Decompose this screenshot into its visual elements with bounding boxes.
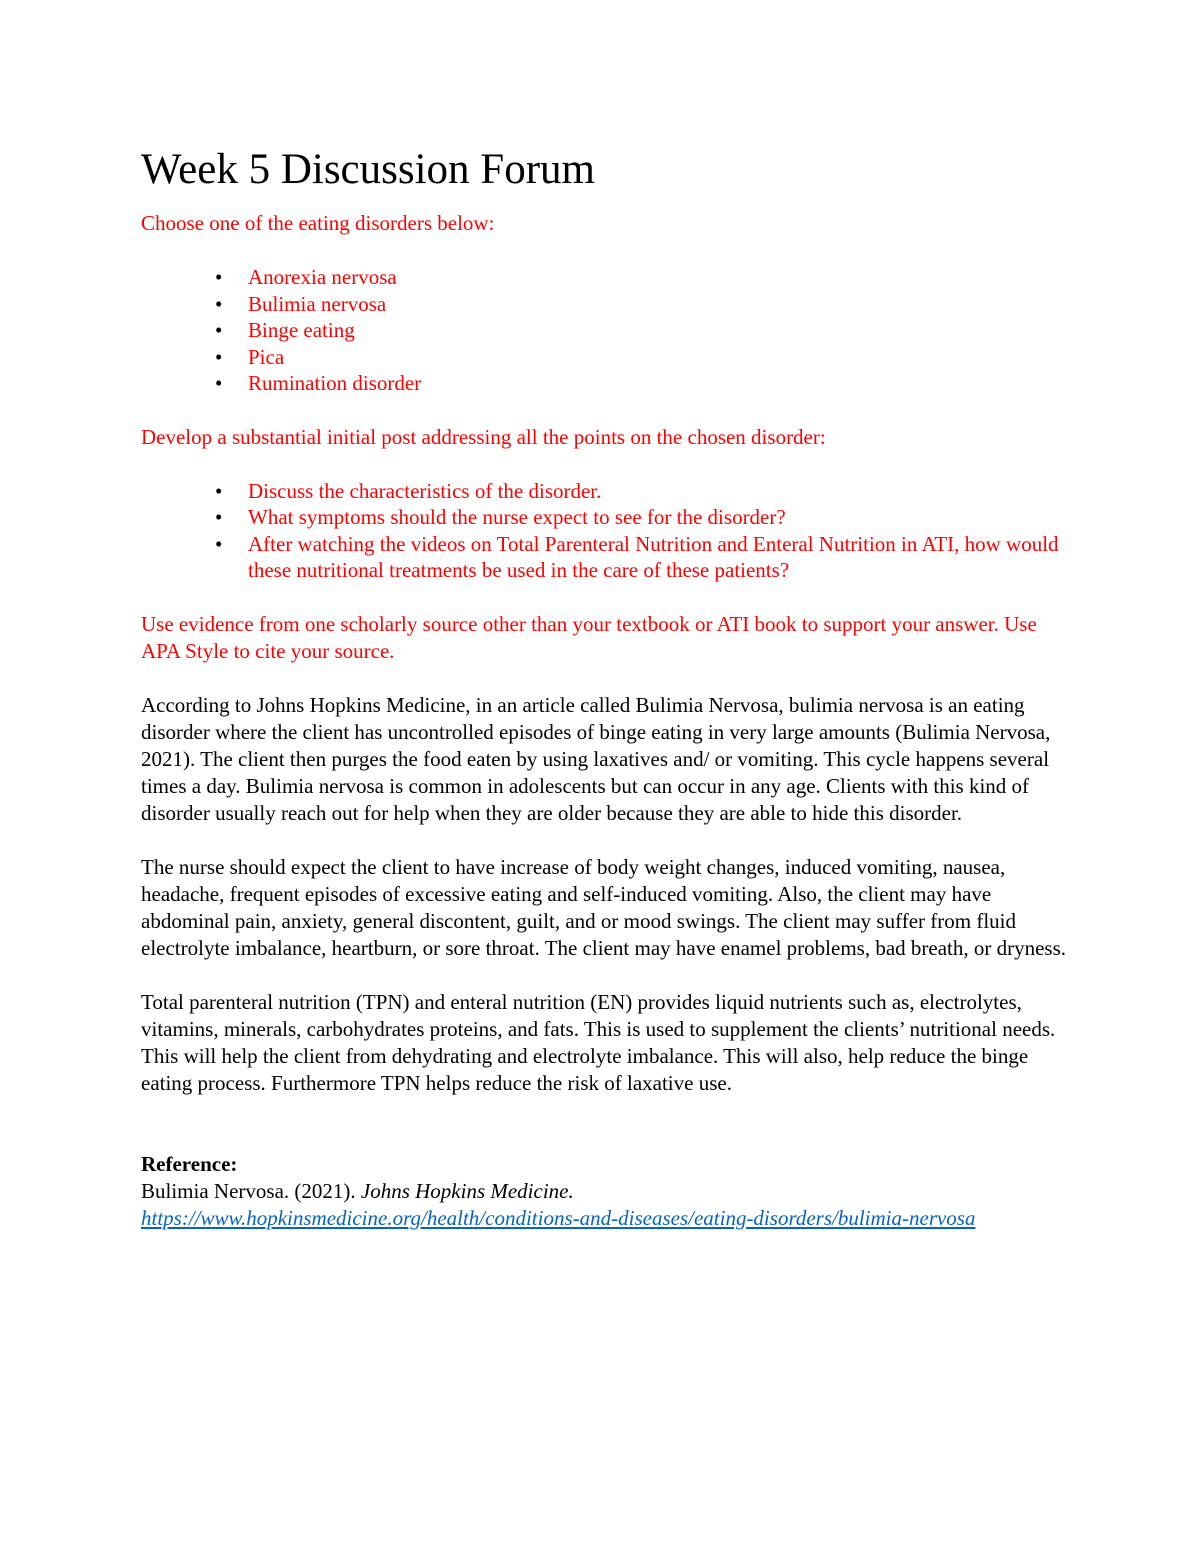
reference-citation bbox=[141, 1178, 1071, 1205]
bullet-icon: • bbox=[215, 291, 223, 316]
list-item: • Bulimia nervosa bbox=[215, 291, 387, 316]
spacer bbox=[141, 1124, 1071, 1151]
bullet-icon: • bbox=[215, 505, 223, 529]
bullet-icon: • bbox=[215, 371, 223, 395]
disorder-list bbox=[141, 264, 1071, 397]
list-item: • Discuss the characteristics of the disorder. bbox=[215, 478, 602, 503]
citation-text: Bulimia Nervosa. (2021). bbox=[141, 1178, 361, 1203]
bullet-icon: • bbox=[215, 344, 223, 369]
bullet-icon: • bbox=[215, 265, 223, 289]
list-item: • What symptoms should the nurse expect to see for the disorder? bbox=[215, 505, 786, 529]
list-item: • Rumination disorder bbox=[215, 371, 422, 395]
prompt-develop: Develop a substantial initial post addressing all the points on the chosen disorder: bbox=[141, 424, 826, 449]
list-item: • Binge eating bbox=[215, 318, 355, 342]
page-title: Week 5 Discussion Forum bbox=[141, 146, 595, 193]
list-item: • Anorexia nervosa bbox=[215, 265, 397, 289]
reference-link[interactable]: https://www.hopkinsmedicine.org/health/conditions-and-diseases/eating-disorders/bulimia-nervosa bbox=[141, 1205, 976, 1230]
bullet-icon: • bbox=[215, 531, 223, 556]
points-list bbox=[141, 478, 1071, 584]
body-paragraph: The nurse should expect the client to have increase of body weight changes, induced vomiting, nausea, headache, frequent episodes of excessive eating and self-induced vomiting. Also, the client may have abdominal pain, anxiety, general discontent, guilt, and or mood swings. The client may suffer from fluid electrolyte imbalance, heartburn, or sore throat. The client may have enamel problems, bad breath, or dryness. bbox=[141, 854, 1067, 960]
prompt-evidence: Use evidence from one scholarly source other than your textbook or ATI book to support your answer. Use APA Style to cite your source. bbox=[141, 611, 1037, 663]
bullet-icon: • bbox=[215, 478, 223, 503]
citation-source: Johns Hopkins Medicine. bbox=[360, 1178, 574, 1203]
body-paragraph: Total parenteral nutrition (TPN) and enteral nutrition (EN) provides liquid nutrients such as, electrolytes, vitamins, minerals, carbohydrates proteins, and fats. This is used to supplement the clients’ nutritional needs. This will help the client from dehydrating and electrolyte imbalance. This will also, help reduce the binge eating process. Furthermore TPN helps reduce the risk of laxative use. bbox=[141, 989, 1056, 1095]
bullet-icon: • bbox=[215, 318, 223, 342]
list-item: • After watching the videos on Total Parenteral Nutrition and Enteral Nutrition in ATI, how would these nutritional treatments be used in the care of these patients? bbox=[215, 531, 1059, 582]
list-item: • Pica bbox=[215, 344, 285, 369]
reference-heading: Reference: bbox=[141, 1151, 238, 1176]
reference-link-line bbox=[141, 1205, 1071, 1232]
document-page bbox=[141, 140, 1071, 1232]
prompt-intro: Choose one of the eating disorders below: bbox=[141, 211, 495, 235]
body-paragraph: According to Johns Hopkins Medicine, in an article called Bulimia Nervosa, bulimia nervosa is an eating disorder where the client has uncontrolled episodes of binge eating in very large amounts (Bulimia Nervosa, 2021). The client then purges the food eaten by using laxatives and/ or vomiting. This cycle happens several times a day. Bulimia nervosa is common in adolescents but can occur in any age. Clients with this kind of disorder usually reach out for help when they are older because they are able to hide this disorder. bbox=[141, 692, 1051, 825]
